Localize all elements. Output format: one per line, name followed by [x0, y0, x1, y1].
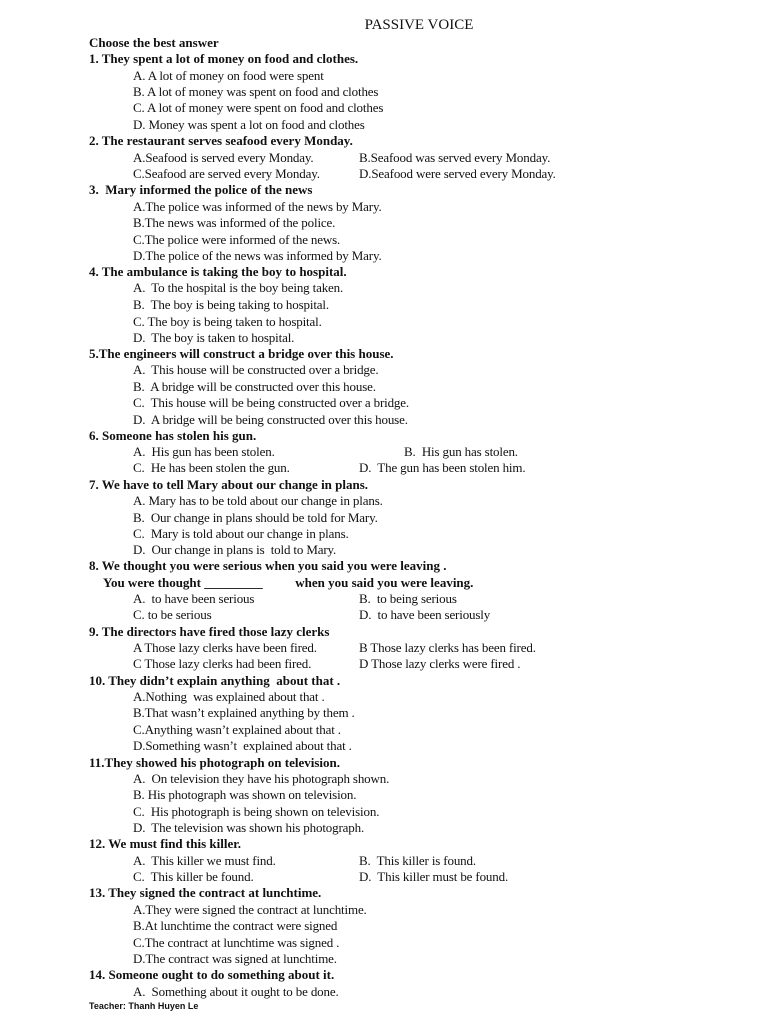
q11-option-c: C. His photograph is being shown on television.	[133, 804, 380, 819]
instruction: Choose the best answer	[89, 35, 219, 50]
q1-option-c: C. A lot of money were spent on food and clothes	[133, 100, 384, 115]
q7-option-d: D. Our change in plans is told to Mary.	[133, 542, 337, 557]
q13-option-b: B.At lunchtime the contract were signed	[133, 918, 338, 933]
q4-option-a: A. To the hospital is the boy being taken.	[133, 280, 344, 295]
question-9: 9. The directors have fired those lazy clerks	[89, 624, 330, 639]
q5-option-b: B. A bridge will be constructed over this house.	[133, 379, 376, 394]
q1-option-a: A. A lot of money on food were spent	[133, 68, 324, 83]
q3-option-d: D.The police of the news was informed by Mary.	[133, 248, 382, 263]
page-title: PASSIVE VOICE	[364, 17, 474, 33]
q8-option-a: A. to have been serious	[133, 591, 255, 606]
q13-option-c: C.The contract at lunchtime was signed .	[133, 935, 340, 950]
q12-option-a: A. This killer we must find.	[133, 853, 276, 868]
q7-option-a: A. Mary has to be told about our change in plans.	[133, 493, 383, 508]
q12-option-b: B. This killer is found.	[359, 853, 476, 868]
q8-option-b: B. to being serious	[359, 591, 457, 606]
question-12: 12. We must find this killer.	[89, 836, 242, 851]
q4-option-d: D. The boy is taken to hospital.	[133, 330, 295, 345]
q5-option-c: C. This house will be being constructed over a bridge.	[133, 395, 410, 410]
q13-option-d: D.The contract was signed at lunchtime.	[133, 951, 337, 966]
q10-option-d: D.Something wasn’t explained about that .	[133, 738, 352, 753]
q10-option-b: B.That wasn’t explained anything by them .	[133, 705, 355, 720]
q4-option-b: B. The boy is being taking to hospital.	[133, 297, 329, 312]
q5-option-a: A. This house will be constructed over a bridge.	[133, 362, 379, 377]
q14-option-a: A. Something about it ought to be done.	[133, 984, 339, 999]
question-5: 5.The engineers will construct a bridge over this house.	[89, 346, 394, 361]
q10-option-a: A.Nothing was explained about that .	[133, 689, 325, 704]
q8-option-c: C. to be serious	[133, 607, 212, 622]
question-10: 10. They didn’t explain anything about that .	[89, 673, 341, 688]
q3-option-c: C.The police were informed of the news.	[133, 232, 341, 247]
q12-option-c: C. This killer be found.	[133, 869, 254, 884]
question-3: 3. Mary informed the police of the news	[89, 182, 313, 197]
q12-option-d: D. This killer must be found.	[359, 869, 509, 884]
q3-option-b: B.The news was informed of the police.	[133, 215, 336, 230]
q7-option-b: B. Our change in plans should be told for Mary.	[133, 510, 378, 525]
footer-teacher: Teacher: Thanh Huyen Le	[89, 1001, 199, 1011]
q4-option-c: C. The boy is being taken to hospital.	[133, 314, 322, 329]
q9-option-a: A Those lazy clerks have been fired.	[133, 640, 317, 655]
q11-option-a: A. On television they have his photograph shown.	[133, 771, 390, 786]
question-7: 7. We have to tell Mary about our change in plans.	[89, 477, 369, 492]
q2-option-d: D.Seafood were served every Monday.	[359, 166, 556, 181]
q3-option-a: A.The police was informed of the news by Mary.	[133, 199, 382, 214]
q8-option-d: D. to have been seriously	[359, 607, 491, 622]
q5-option-d: D. A bridge will be being constructed over this house.	[133, 412, 408, 427]
q9-option-b: B Those lazy clerks has been fired.	[359, 640, 536, 655]
q6-option-c: C. He has been stolen the gun.	[133, 460, 290, 475]
q8-sentence: You were thought _________ when you said you were leaving.	[103, 575, 474, 590]
question-13: 13. They signed the contract at lunchtime.	[89, 885, 322, 900]
q1-option-b: B. A lot of money was spent on food and clothes	[133, 84, 379, 99]
q7-option-c: C. Mary is told about our change in plans.	[133, 526, 349, 541]
q2-option-c: C.Seafood are served every Monday.	[133, 166, 320, 181]
q13-option-a: A.They were signed the contract at lunchtime.	[133, 902, 367, 917]
question-11: 11.They showed his photograph on television.	[89, 755, 341, 770]
q2-option-b: B.Seafood was served every Monday.	[359, 150, 551, 165]
question-1: 1. They spent a lot of money on food and clothes.	[89, 51, 359, 66]
question-2: 2. The restaurant serves seafood every Monday.	[89, 133, 353, 148]
q2-option-a: A.Seafood is served every Monday.	[133, 150, 314, 165]
q10-option-c: C.Anything wasn’t explained about that .	[133, 722, 341, 737]
q6-option-b: B. His gun has stolen.	[404, 444, 518, 459]
question-6: 6. Someone has stolen his gun.	[89, 428, 257, 443]
q9-option-c: C Those lazy clerks had been fired.	[133, 656, 312, 671]
q11-option-d: D. The television was shown his photograph.	[133, 820, 365, 835]
question-14: 14. Someone ought to do something about it.	[89, 967, 335, 982]
question-8: 8. We thought you were serious when you said you were leaving .	[89, 558, 447, 573]
q6-option-d: D. The gun has been stolen him.	[359, 460, 526, 475]
q11-option-b: B. His photograph was shown on television.	[133, 787, 357, 802]
q6-option-a: A. His gun has been stolen.	[133, 444, 275, 459]
question-4: 4. The ambulance is taking the boy to hospital.	[89, 264, 347, 279]
q1-option-d: D. Money was spent a lot on food and clothes	[133, 117, 365, 132]
q9-option-d: D Those lazy clerks were fired .	[359, 656, 521, 671]
